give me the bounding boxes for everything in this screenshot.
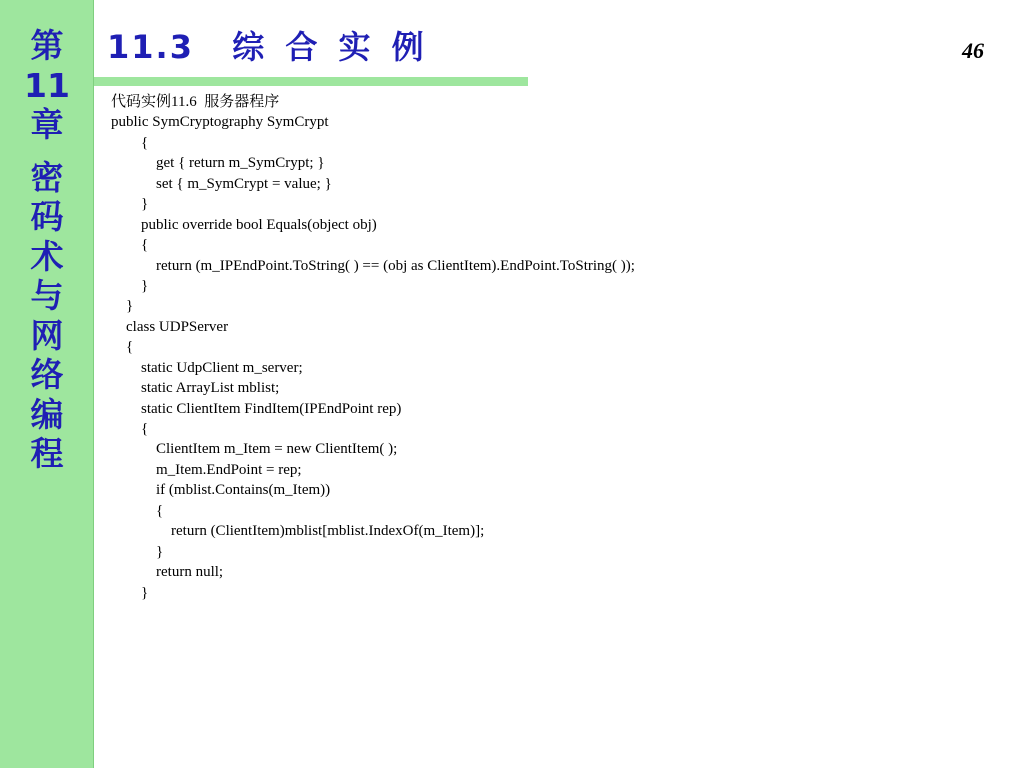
code-line: } bbox=[111, 196, 149, 213]
chapter-char: 络 bbox=[30, 355, 64, 394]
code-line: { bbox=[111, 134, 149, 151]
chapter-char: 与 bbox=[30, 276, 64, 315]
code-line: } bbox=[111, 584, 149, 601]
code-line: { bbox=[111, 421, 149, 437]
code-line: set { m_SymCrypt = value; } bbox=[111, 175, 332, 192]
code-line: } bbox=[111, 298, 134, 315]
code-line: { bbox=[111, 339, 134, 356]
chapter-char: 密 bbox=[30, 157, 64, 197]
code-line: return null; bbox=[111, 564, 224, 581]
chapter-number: 11 bbox=[24, 65, 70, 105]
chapter-title bbox=[0, 26, 94, 474]
code-caption: 代码实例11.6 服务器程序 bbox=[111, 94, 280, 110]
code-line: return (m_IPEndPoint.ToString( ) == (obj as ClientItem).EndPoint.ToString( )); bbox=[111, 257, 635, 274]
chapter-char: 编 bbox=[30, 394, 64, 434]
code-line: public SymCryptography SymCrypt bbox=[111, 114, 329, 131]
chapter-sidebar bbox=[0, 0, 94, 768]
chapter-char: 章 bbox=[30, 105, 64, 144]
code-line: { bbox=[111, 502, 164, 519]
code-line: static ArrayList mblist; bbox=[111, 380, 280, 397]
chapter-char: 术 bbox=[30, 236, 64, 276]
slide-title: 11.3 综 合 实 例 bbox=[107, 28, 426, 66]
chapter-char: 第 bbox=[30, 26, 64, 65]
code-line: class UDPServer bbox=[111, 318, 229, 335]
code-line: m_Item.EndPoint = rep; bbox=[111, 461, 302, 478]
code-line: } bbox=[111, 277, 149, 294]
title-underline bbox=[94, 77, 528, 86]
code-line: static UdpClient m_server; bbox=[111, 359, 303, 376]
code-line: return (ClientItem)mblist[mblist.IndexOf(m_Item)]; bbox=[111, 523, 485, 540]
code-line: public override bool Equals(object obj) bbox=[111, 216, 377, 233]
code-line: { bbox=[111, 237, 149, 254]
chapter-char: 网 bbox=[30, 315, 64, 355]
chapter-char: 程 bbox=[30, 434, 64, 473]
code-listing bbox=[111, 92, 635, 603]
code-line: get { return m_SymCrypt; } bbox=[111, 155, 325, 172]
chapter-char: 码 bbox=[30, 197, 64, 236]
page-number: 46 bbox=[962, 38, 984, 63]
code-line: static ClientItem FindItem(IPEndPoint rep) bbox=[111, 400, 402, 417]
code-line: } bbox=[111, 543, 164, 560]
code-line: if (mblist.Contains(m_Item)) bbox=[111, 482, 331, 499]
code-line: ClientItem m_Item = new ClientItem( ); bbox=[111, 441, 398, 458]
